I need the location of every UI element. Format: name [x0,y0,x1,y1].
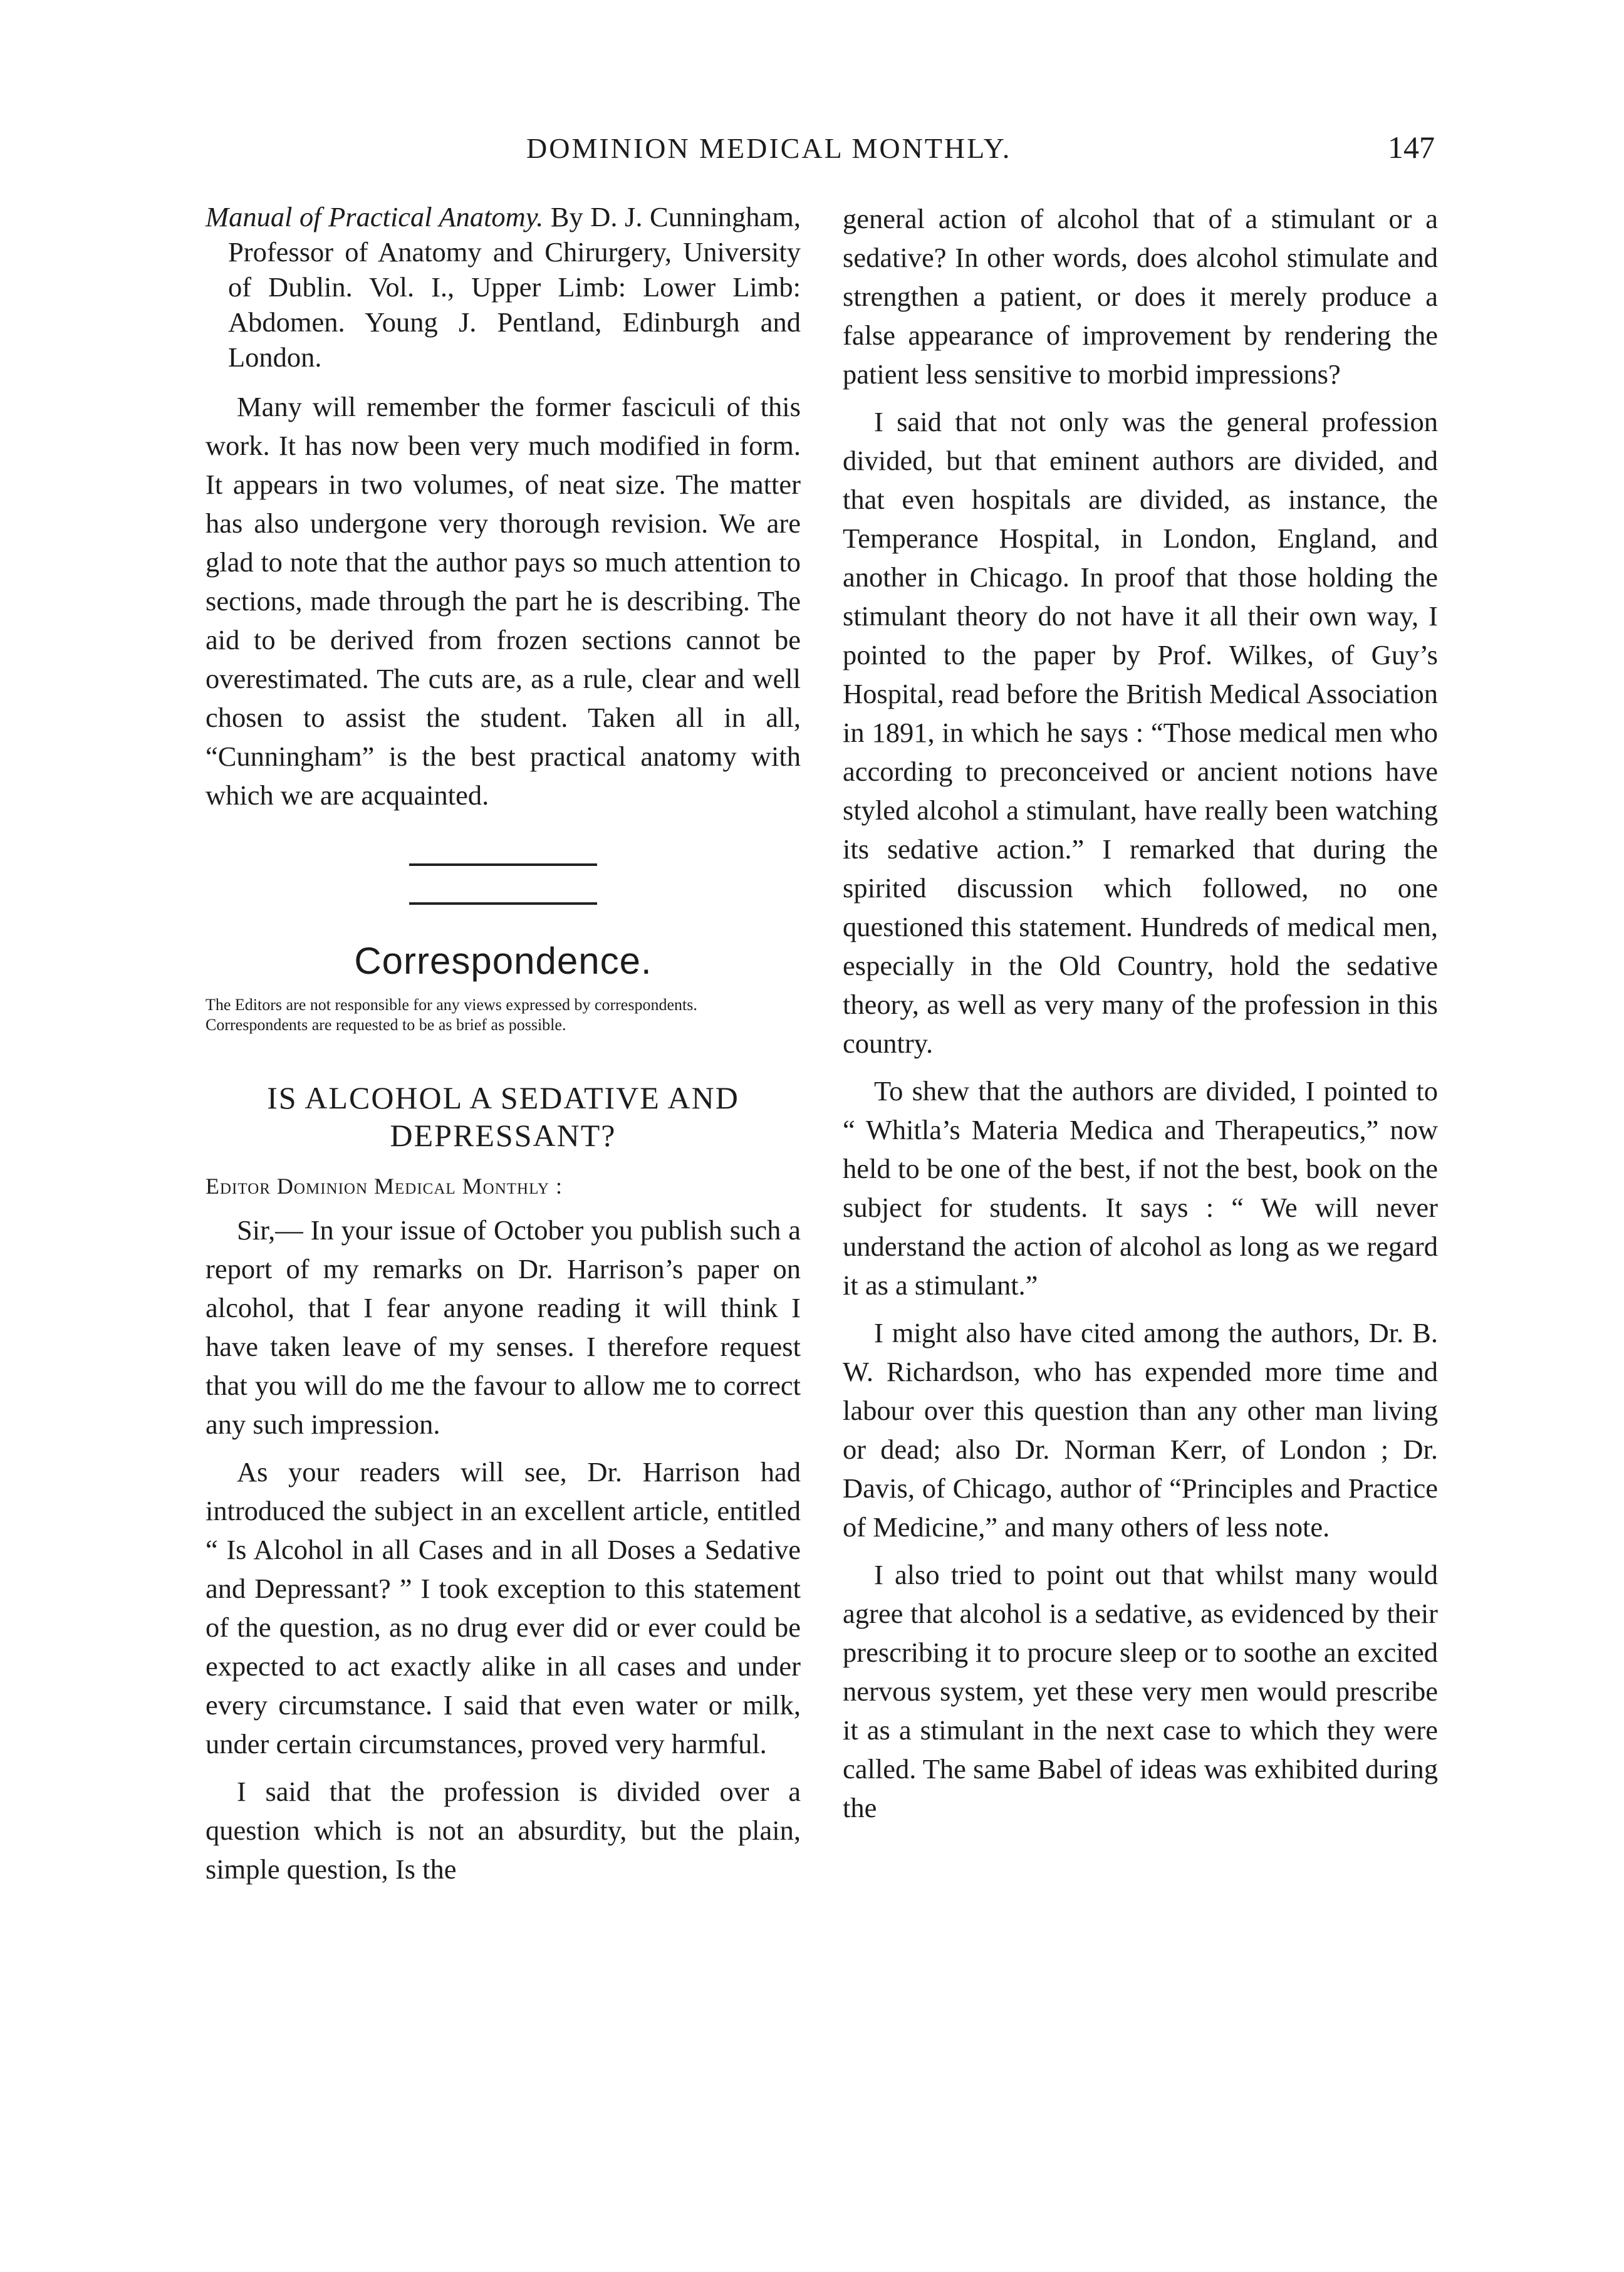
book-byline: By D. J. Cunningham, Professor of Anatomy and Chirurgery, University of Dublin. Vol. I., Upper Limb: Lower Limb: Abdomen. Young J. Pentland, Edinburgh and London. [228,201,801,373]
salutation: Editor Dominion Medical Monthly : [206,1174,563,1199]
paragraph: I said that not only was the general profession divided, but that eminent authors are divided, and that even hospitals are divided, as instance, the Temperance Hospital, in London, England, and another in Chicago. In proof that those holding the stimulant theory do not have it all their own way, I pointed to the paper by Prof. Wilkes, of Guy’s Hospital, read before the British Medical Association in 1891, in which he says : “Those medical men who according to preconceived or ancient notions have styled alcohol a stimulant, have really been watching its sedative action.” I remarked that during the spirited discussion which followed, no one questioned this statement. Hundreds of medical men, especially in the Old Country, hold the sedative theory, as well as very many of the profession in this country. [843,406,1438,1059]
book-title: Manual of Practical Anatomy. [206,201,544,232]
section-heading: Correspondence. [354,940,652,982]
correspondents-notice: Correspondents are requested to be as brief as possible. [206,1016,566,1034]
paragraph: general action of alcohol that of a stimulant or a sedative? In other words, does alcohol stimulate and strengthen a patient, or does it merely produce a false appearance of improvement by rendering the patient less sensitive to morbid impressions? [843,203,1438,390]
review-body: Many will remember the former fasciculi of this work. It has now been very much modified in form. It appears in two volumes, of neat size. The matter has also undergone very thorough revision. We are glad to note that the author pays so much attention to sections, made through the part he is describing. The aid to be derived from frozen sections cannot be overestimated. The cuts are, as a rule, clear and well chosen to assist the student. Taken all in all, “Cunningham” is the best practical anatomy with which we are acquainted. [206,391,801,811]
paragraph: Sir,— In your issue of October you publish such a report of my remarks on Dr. Harrison’s paper on alcohol, that I fear anyone reading it will think I have taken leave of my senses. I therefore request that you will do me the favour to allow me to correct any such impression. [206,1214,801,1440]
left-column [206,199,801,1889]
paragraph: I might also have cited among the authors, Dr. B. W. Richardson, who has expended more time and labour over this question than any other man living or dead; also Dr. Norman Kerr, of London ; Dr. Davis, of Chicago, author of “Principles and Practice of Medicine,” and many others of less note. [843,1317,1438,1543]
running-head: DOMINION MEDICAL MONTHLY. [526,132,1012,164]
paragraph: To shew that the authors are divided, I pointed to “ Whitla’s Materia Medica and Therapeutics,” now held to be one of the best, if not the best, book on the subject for students. It says : “ We will never understand the action of alcohol as long as we regard it as a stimulant.” [843,1075,1438,1301]
paragraph: As your readers will see, Dr. Harrison had introduced the subject in an excellent article, entitled “ Is Alcohol in all Cases and in all Doses a Sedative and Depressant? ” I took exception to this statement of the question, as no drug ever did or ever could be expected to act exactly alike in all cases and under every circumstance. I said that even water or milk, under certain circumstances, proved very harmful. [206,1456,801,1759]
page-number: 147 [1388,130,1435,165]
book-review-heading [206,199,801,375]
section-divider [206,840,801,917]
article-title: IS ALCOHOL A SEDATIVE AND DEPRESSANT? [267,1080,739,1153]
editor-notice: The Editors are not responsible for any views expressed by correspondents. [206,996,697,1014]
right-column [843,199,1438,1827]
paragraph: I also tried to point out that whilst many would agree that alcohol is a sedative, as evidenced by their prescribing it to procure sleep or to soothe an excited nervous system, yet these very men would prescribe it as a stimulant in the next case to which they were called. The same Babel of ideas was exhibited during the [843,1559,1438,1823]
paragraph: I said that the profession is divided over a question which is not an absurdity, but the plain, simple question, Is the [206,1776,801,1885]
